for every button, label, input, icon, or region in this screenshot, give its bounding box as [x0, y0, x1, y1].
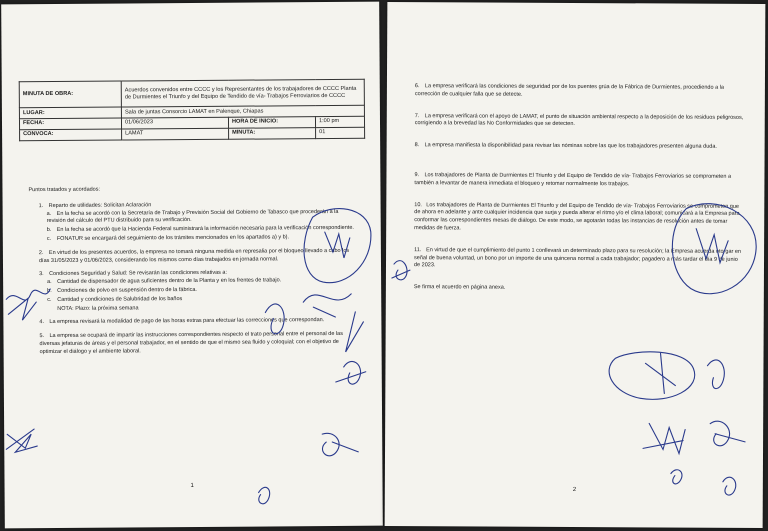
signature-stroke: [304, 208, 372, 283]
lugar-value: Sala de juntas Consorcio LAMAT en Palenque, Chiapas: [121, 105, 364, 118]
signatures-page-1: [1, 2, 383, 529]
item-number: 8.: [414, 142, 420, 149]
fecha-label: FECHA:: [19, 118, 121, 130]
convoca-value: LAMAT: [122, 128, 229, 140]
signature-stroke: [303, 294, 363, 352]
signature-stroke: [645, 353, 675, 393]
signature-stroke: [707, 360, 724, 389]
item-text: La empresa manifiesta la disponibilidad para revisar las nóminas sobre las que los trabajadores presenten alguna duda.: [424, 142, 717, 150]
sub-letter: b.: [47, 287, 52, 294]
item-number: 4.: [39, 319, 45, 326]
hora-value: 1:00 pm: [315, 116, 364, 127]
sub-text: FONATUR se encargará del seguimiento de los trámites mencionados en los apartados a) y b).: [56, 234, 290, 242]
hora-label: HORA DE INICIO:: [228, 117, 315, 129]
signature-stroke: [265, 304, 284, 334]
item-number: 6.: [414, 83, 420, 90]
convoca-label: CONVOCA:: [20, 129, 122, 141]
sub-letter: a.: [47, 279, 52, 286]
sub-letter: a.: [46, 210, 52, 217]
lugar-label: LUGAR:: [19, 107, 121, 119]
signature-stroke: [322, 433, 358, 456]
sub-letter: c.: [47, 296, 52, 303]
signature-stroke: [643, 423, 685, 453]
signature-stroke: [723, 477, 736, 495]
item-text: En virtud de los presentes acuerdos, la empresa no tomará ninguna medida en represalia por el bloqueo llevado a cabo los días 31/05/2023 y 01/06/2023, considerando los mismos como días trabajados en jornada normal.: [38, 247, 350, 264]
note-text: NOTA: Plazo: la próxima semana: [57, 304, 139, 312]
signature-stroke: [6, 289, 50, 320]
document-page-1: [1, 2, 383, 529]
minuta-obra-label: MINUTA DE OBRA:: [19, 81, 121, 108]
item-text: La empresa revisará la modalidad de pago de las horas extras para efectuar las correcciones que correspondan.: [49, 317, 325, 326]
item-text: Los trabajadores de Planta de Durmientes El Triunfo y del Equipo de Tendido de vía- Trabajos Ferroviarios se comprometen a también a levantar de manera inmediata el bloqueo y retomar normalmente los trabajos.: [414, 172, 732, 188]
intro-text: Puntos tratados y acordados:: [28, 186, 101, 194]
item-number: 2.: [38, 249, 44, 256]
minuta-label: MINUTA:: [229, 128, 316, 140]
fecha-value: 01/06/2023: [121, 117, 228, 129]
item-number: 9.: [414, 172, 420, 179]
sub-text: Cantidad de dispensador de agua suficientes dentro de la Planta y en los frentes de trabajo.: [57, 277, 282, 286]
signature-stroke: [672, 203, 756, 294]
page-number-1: 1: [190, 482, 194, 490]
item-title: Reparto de utilidades: Solicitan Aclaración: [48, 202, 152, 209]
sub-text: Cantidad y condiciones de Salubridad de los baños: [57, 295, 183, 303]
minuta-obra-value: Acuerdos convenidos entre CCCC y los Representantes de los trabajadores de CCCC Planta de Durmientes el Triunfo y del Equipo de Tendido de vía- Trabajos Ferroviarios de CCCC: [121, 79, 364, 107]
minuta-value: 01: [316, 127, 365, 138]
item-number: 10.: [414, 201, 422, 208]
sub-text: Condiciones de polvo en suspensión dentro de la fábrica.: [57, 286, 197, 294]
signature-stroke: [696, 229, 728, 263]
signature-stroke: [259, 487, 270, 503]
signature-stroke: [710, 421, 745, 446]
item-number: 1.: [38, 202, 44, 209]
signature-stroke: [6, 429, 37, 452]
sub-letter: b.: [46, 227, 52, 234]
item-text: La empresa verificará con el apoyo de LAMAT, el punto de situación ambiental respecto a la deposición de los residuos peligrosos, corrigiendo a la brevedad las No Conformidades que se detecten.: [414, 112, 744, 128]
sub-letter: c.: [46, 235, 52, 242]
signature-stroke: [336, 361, 366, 384]
signature-stroke: [609, 352, 695, 400]
item-number: 5.: [39, 333, 45, 340]
item-text: Los trabajadores de Planta de Durmientes El Triunfo y del Equipo de Tendido de vía- Trabajos Ferroviarios se comprometen que de ahora en adelante y ante cualquier incidencia que surja y pueda alterar el ritmo y/o el clima laboral; comunicará a la Empresa para conformar las correspondientes mesas de diálogo. De este modo, se agotarán todas las instancias de resolución antes de tomar medidas de fuerza.: [414, 201, 740, 232]
item-text: La empresa se ocupará de impartir las instrucciones correspondientes respecto el trato personal entre el personal de las diversas jefaturas de áreas y el personal trabajador, en el sentido de que el mismo sea fluido y coloquial; con el objetivo de optimizar el diálogo y el ambiente laboral.: [39, 331, 344, 355]
sub-text: En la fecha se acordó con la Secretaría de Trabajo y Previsión Social del Gobierno de Tabasco que procederán a la revisión del cálculo del PTU distribuido para su verificación.: [46, 208, 339, 225]
item-number: 7.: [414, 112, 420, 119]
item-number: 11.: [414, 246, 422, 253]
item-text: La empresa verificará las condiciones de seguridad por de los puentes grúa de la Fábrica de Durmientes, procediendo a la corrección de cualquier falla que se detecte.: [414, 83, 724, 98]
page-number-2: 2: [572, 486, 577, 494]
signature-stroke: [392, 261, 410, 280]
closing-text: Se firma el acuerdo en página anexa.: [413, 284, 506, 291]
signatures-page-2: [385, 2, 766, 528]
signature-stroke: [325, 232, 350, 258]
document-page-2: [385, 2, 766, 528]
signature-stroke: [671, 470, 682, 484]
item-text: En virtud de que el cumplimiento del punto 1 conllevará un determinado plazo para su resolución; la Empresa acuerda otorgar en señal de buena voluntad, un bono por un importe de una quincena normal a cada trabajador; pagadero a más tardar el día 9 de junio de 2023.: [413, 246, 742, 269]
sub-text: En la fecha se acordó que la Hacienda Federal suministrará la información necesaria para la verificación correspondiente.: [56, 225, 354, 234]
item-title: Condiciones Seguridad y Salud: Se revisarán las condiciones relativas a:: [49, 270, 228, 278]
item-number: 3.: [39, 271, 44, 278]
